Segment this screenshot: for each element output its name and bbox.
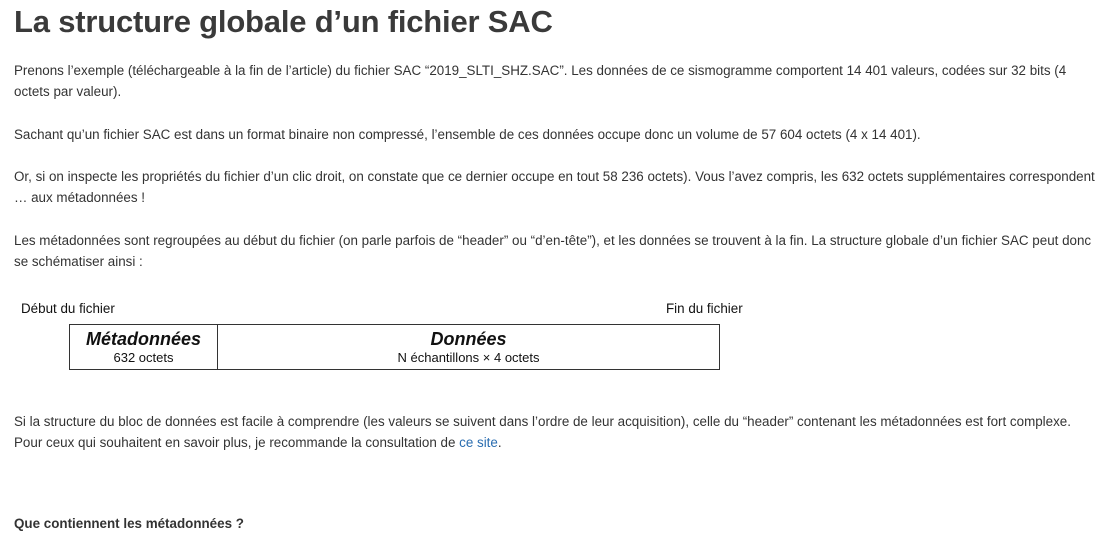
section-heading-metadata: Que contiennent les métadonnées ? <box>14 516 244 531</box>
sac-structure-diagram <box>21 300 761 378</box>
metadata-size: 632 octets <box>113 350 174 365</box>
data-size: N échantillons × 4 octets <box>397 350 540 365</box>
file-end-label: Fin du fichier <box>666 301 743 316</box>
structure-box <box>69 324 720 370</box>
data-cell <box>218 325 719 369</box>
paragraph-end-punct: . <box>497 435 502 450</box>
paragraph-file-size: Or, si on inspecte les propriétés du fichier d’un clic droit, on constate que ce dernier occupe en tout 58 236 octets). Vous l’avez compris, les 632 octets supplémentaires correspondent … aux métadonnées ! <box>14 169 1095 205</box>
paragraph-data-size: Sachant qu’un fichier SAC est dans un format binaire non compressé, l’ensemble de ces données occupe donc un volume de 57 604 octets (4 x 14 401). <box>14 127 921 142</box>
data-title: Données <box>430 329 507 349</box>
page-title: La structure globale d’un fichier SAC <box>14 4 553 39</box>
paragraph-example: Prenons l’exemple (téléchargeable à la fin de l’article) du fichier SAC “2019_SLTI_SHZ.SAC”. Les données de ce sismogramme comportent 14 401 valeurs, codées sur 32 bits (4 octets par valeur). <box>14 63 1067 99</box>
paragraph-header-text: Si la structure du bloc de données est facile à comprendre (les valeurs se suivent dans l’ordre de leur acquisition), celle du “header” contenant les métadonnées est fort complexe. Pour ceux qui souhaitent en savoir plus, je recommande la consultation de <box>14 414 1071 450</box>
ce-site-link[interactable]: ce site <box>459 435 498 450</box>
file-start-label: Début du fichier <box>21 301 115 316</box>
metadata-title: Métadonnées <box>85 329 202 349</box>
metadata-cell <box>70 325 218 369</box>
paragraph-header-complexity <box>14 411 1096 453</box>
paragraph-structure: Les métadonnées sont regroupées au début du fichier (on parle parfois de “header” ou “d’en-tête”), et les données se trouvent à la fin. La structure globale d’un fichier SAC peut donc se schématiser ainsi : <box>14 233 1092 269</box>
